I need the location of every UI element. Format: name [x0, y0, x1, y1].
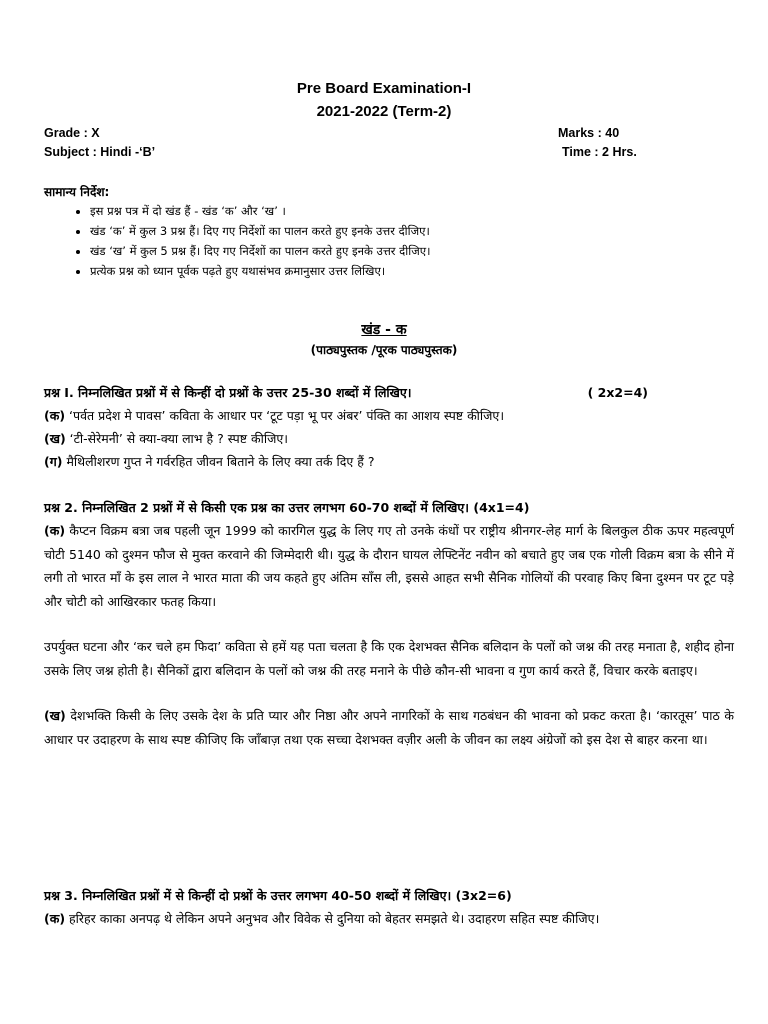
- part-label: (ग): [44, 454, 63, 469]
- part-label: (क): [44, 911, 66, 926]
- question-1-heading: [44, 381, 734, 404]
- question-1: [44, 381, 734, 473]
- question-3-heading: प्रश्न 3. निम्नलिखित प्रश्नों में से किन्हीं दो प्रश्नों के उत्तर लगभग 40-50 शब्दों में लिखिए। (3x2=6): [44, 888, 512, 903]
- question-2-part-a: [44, 519, 734, 613]
- question-2: [44, 496, 734, 751]
- question-2-part-a-question: उपर्युक्त घटना और ‘कर चले हम फिदा’ कविता से हमें यह पता चलता है कि एक देशभक्त सैनिक बलिदान के पलों को जश्न की तरह मनाता है, शहीद होना उसके लिए जश्न होती है। सैनिकों द्वारा बलिदान के पलों को जश्न की तरह मनाने के पीछे कौन-सी भावना व गुण कार्य करते हैं, विचार करके बताइए।: [44, 639, 734, 678]
- part-label: (ख): [44, 708, 66, 723]
- part-label: (क): [44, 523, 66, 538]
- part-label: (ख): [44, 431, 66, 446]
- question-2-heading: प्रश्न 2. निम्नलिखित 2 प्रश्नों में से किसी एक प्रश्न का उत्तर लगभग 60-70 शब्दों में लिखिए। (4x1=4): [44, 500, 530, 515]
- time-label: Time : 2 Hrs.: [562, 145, 637, 159]
- grade-label: Grade : X: [44, 126, 100, 140]
- instruction-item: • प्रत्येक प्रश्न को ध्यान पूर्वक पढ़ते हुए यथासंभव क्रमानुसार उत्तर लिखिए।: [90, 261, 730, 281]
- part-text: हरिहर काका अनपढ़ थे लेकिन अपने अनुभव और विवेक से दुनिया को बेहतर समझते थे। उदाहरण सहित स्पष्ट कीजिए।: [65, 911, 600, 926]
- part-text: देशभक्ति किसी के लिए उसके देश के प्रति प्यार और निष्ठा और अपने नागरिकों के साथ गठबंधन की भावना को प्रकट करता है। ‘कारतूस’ पाठ के आधार पर उदाहरण के साथ स्पष्ट कीजिए कि जाँबाज़ तथा एक सच्चा देशभक्त वज़ीर अली के जीवन का लक्ष्य अंग्रेजों को इस देश से बाहर करना था।: [44, 708, 734, 747]
- instruction-item: • खंड ‘ख’ में कुल 5 प्रश्न हैं। दिए गए निर्देशों का पालन करते हुए इनके उत्तर दीजिए।: [90, 241, 730, 261]
- exam-session: 2021-2022 (Term-2): [316, 103, 452, 120]
- question-3-part-a: [44, 907, 734, 931]
- question-3: [44, 884, 734, 931]
- instruction-item: • खंड ‘क’ में कुल 3 प्रश्न हैं। दिए गए निर्देशों का पालन करते हुए इनके उत्तर दीजिए।: [90, 221, 730, 241]
- question-1-part-a: [44, 404, 734, 427]
- question-1-part-c: [44, 450, 734, 473]
- question-1-part-b: [44, 427, 734, 450]
- subject-label: Subject : Hindi -‘B’: [44, 145, 156, 159]
- part-label: (क): [44, 408, 66, 423]
- instruction-item: • इस प्रश्न पत्र में दो खंड हैं - खंड ‘क’ और ‘ख’ ।: [90, 201, 730, 221]
- exam-title: Pre Board Examination-I: [296, 80, 472, 97]
- part-text: ‘पर्वत प्रदेश मे पावस’ कविता के आधार पर ‘टूट पड़ा भू पर अंबर’ पंक्ति का आशय स्पष्ट कीजिए।: [65, 408, 505, 423]
- question-2-part-b: [44, 704, 734, 751]
- instructions-heading: सामान्य निर्देश:: [44, 185, 110, 199]
- instructions-list: [44, 201, 730, 281]
- part-text: कैप्टन विक्रम बत्रा जब पहली जून 1999 को कारगिल युद्ध के लिए गए तो उनके कंधों पर राष्ट्रीय श्रीनगर-लेह मार्ग के बिलकुल ठीक ऊपर महत्वपूर्ण चोटी 5140 को दुश्मन फौज से मुक्त करवाने की जिम्मेदारी थी। युद्ध के दौरान घायल लेफ्टिनेंट नवीन को बचाते हुए जब एक गोली विक्रम बत्रा के सीने में लगी तो भारत माँ के इस लाल ने भारत माता की जय कहते हुए अंतिम साँस ली, इससे आहत सभी सैनिक गोलियों की परवाह किए बिना दुश्मन पर टूट पड़े और चोटी को आखिरकार फतह किया।: [44, 523, 734, 609]
- part-text: ‘टी-सेरेमनी’ से क्या-क्या लाभ है ? स्पष्ट कीजिए।: [65, 431, 288, 446]
- marks-label: Marks : 40: [558, 126, 620, 140]
- part-text: मैथिलीशरण गुप्त ने गर्वरहित जीवन बिताने के लिए क्या तर्क दिए हैं ?: [62, 454, 375, 469]
- section-subtitle: (पाठ्यपुस्तक /पूरक पाठ्यपुस्तक): [310, 343, 458, 357]
- section-title: खंड - क: [361, 322, 407, 338]
- question-1-text: प्रश्न I. निम्नलिखित प्रश्नों में से किन्हीं दो प्रश्नों के उत्तर 25-30 शब्दों में लिखिए।: [44, 385, 412, 400]
- question-1-marks: ( 2x2=4): [587, 385, 648, 400]
